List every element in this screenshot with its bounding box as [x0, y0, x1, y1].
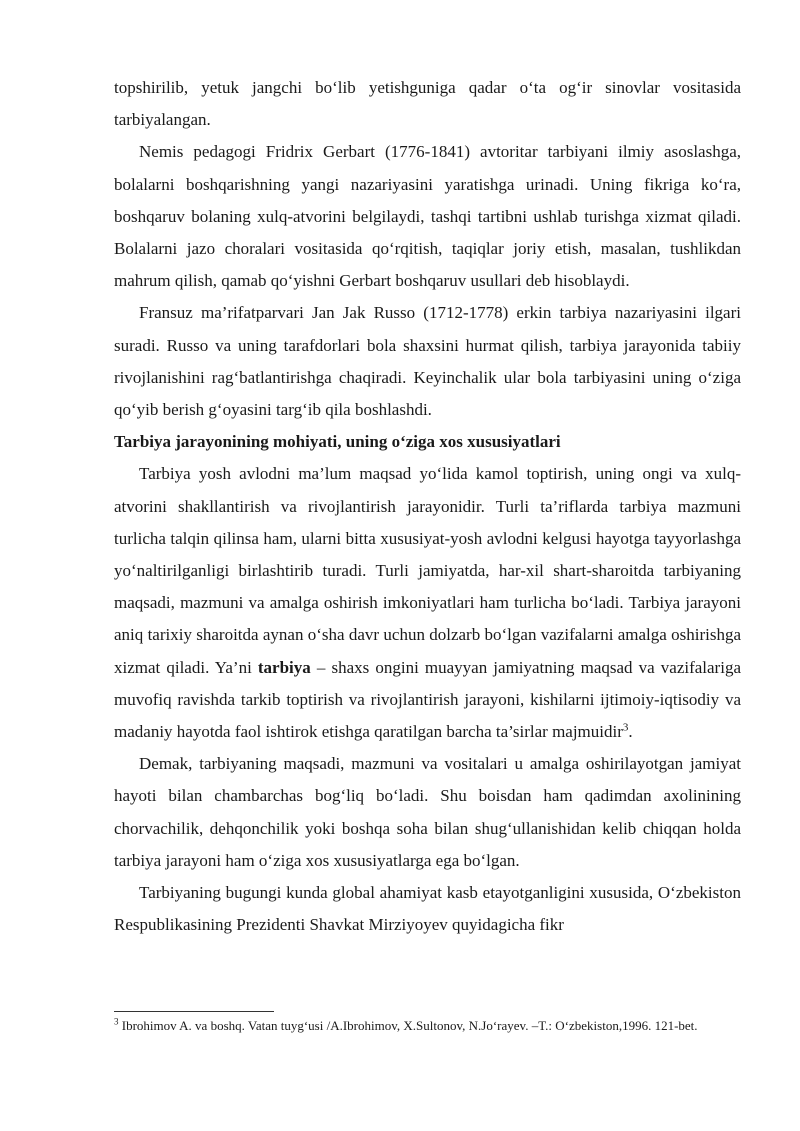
paragraph-gerbart: Nemis pedagogi Fridrix Gerbart (1776-1841) avtoritar tarbiyani ilmiy asoslashga, bolalarni boshqarishning yangi nazariyasini yaratishga urinadi. Uning fikriga ko‘ra, boshqaruv bolaning xulq-atvorini belgilaydi, tashqi tartibni ushlab turishga xizmat qiladi. Bolalarni jazo choralari vositasida qo‘rqitish, taqiqlar joriy etish, masalan, tushlikdan mahrum qilish, qamab qo‘yishni Gerbart boshqaruv usullari deb hisoblaydi. — [114, 142, 741, 291]
paragraph-text: Tarbiya yosh avlodni ma’lum maqsad yo‘lida kamol toptirish, uning ongi va xulq-atvorini shakllantirish va rivojlantirish jarayonidir. Turli ta’riflarda tarbiya mazmuni turlicha talqin qilinsa ham, ularni bitta xususiyat-yosh avlodni kelgusi hayotga tayyorlashga yo‘naltirilganligi birlashtirib turadi. Turli jamiyatda, har-xil shart-sharoitda tarbiyaning maqsadi, mazmuni va amalga oshirish imkoniyatlari ham turlicha bo‘ladi. Tarbiya jarayoni aniq tarixiy sharoitda aynan o‘sha davr uchun dolzarb bo‘lgan vazifalarni amalga oshirishga xizmat qiladi. Ya’ni — [114, 464, 741, 677]
paragraph-tarbiya-definition — [114, 458, 741, 748]
footnote-reference[interactable]: 3 — [622, 721, 629, 734]
paragraph-continuation: topshirilib, yetuk jangchi bo‘lib yetishguniga qadar o‘ta og‘ir sinovlar vositasida tarbiyalangan. — [114, 78, 741, 130]
paragraph-global: Tarbiyaning bugungi kunda global ahamiyat kasb etayotganligini xususida, O‘zbekiston Respublikasining Prezidenti Shavkat Mirziyoyev quyidagicha fikr — [114, 883, 741, 935]
paragraph-text: – shaxs ongini muayyan jamiyatning maqsad va vazifalariga muvofiq ravishda tarkib toptirish va rivojlantirish jarayoni, kishilarni ijtimoiy-iqtisodiy va madaniy hayotda faol ishtirok etishga qaratilgan barcha ta’sirlar majmuidir — [114, 657, 741, 742]
bold-term: tarbiya — [257, 657, 311, 677]
footnote-number: 3 — [114, 1016, 119, 1027]
footnote — [114, 1016, 741, 1036]
section-heading: Tarbiya jarayonining mohiyati, uning o‘ziga xos xususiyatlari — [114, 432, 561, 452]
paragraph-text: . — [628, 722, 633, 742]
footnote-divider — [114, 1011, 274, 1012]
body-text — [114, 72, 741, 941]
paragraph-demak: Demak, tarbiyaning maqsadi, mazmuni va vositalari u amalga oshirilayotgan jamiyat hayoti bilan chambarchas bog‘liq bo‘ladi. Shu boisdan ham qadimdan axolinining chorvachilik, dehqonchilik yoki boshqa soha bilan shug‘ullanishidan kelib chiqqan holda tarbiya jarayoni ham o‘ziga xos xususiyatlarga ega bo‘lgan. — [114, 754, 741, 870]
footnote-text: Ibrohimov A. va boshq. Vatan tuyg‘usi /A.Ibrohimov, X.Sultonov, N.Jo‘rayev. –T.: O‘zbekiston,1996. 121-bet. — [118, 1018, 698, 1033]
paragraph-russo: Fransuz ma’rifatparvari Jan Jak Russo (1712-1778) erkin tarbiya nazariyasini ilgari suradi. Russo va uning tarafdorlari bola shaxsini hurmat qilish, tarbiya jarayonida tabiiy rivojlanishini rag‘batlantirishga chaqiradi. Keyinchalik ular bola tarbiyasini uning o‘ziga qo‘yib berish g‘oyasini targ‘ib qila boshlashdi. — [114, 303, 741, 420]
